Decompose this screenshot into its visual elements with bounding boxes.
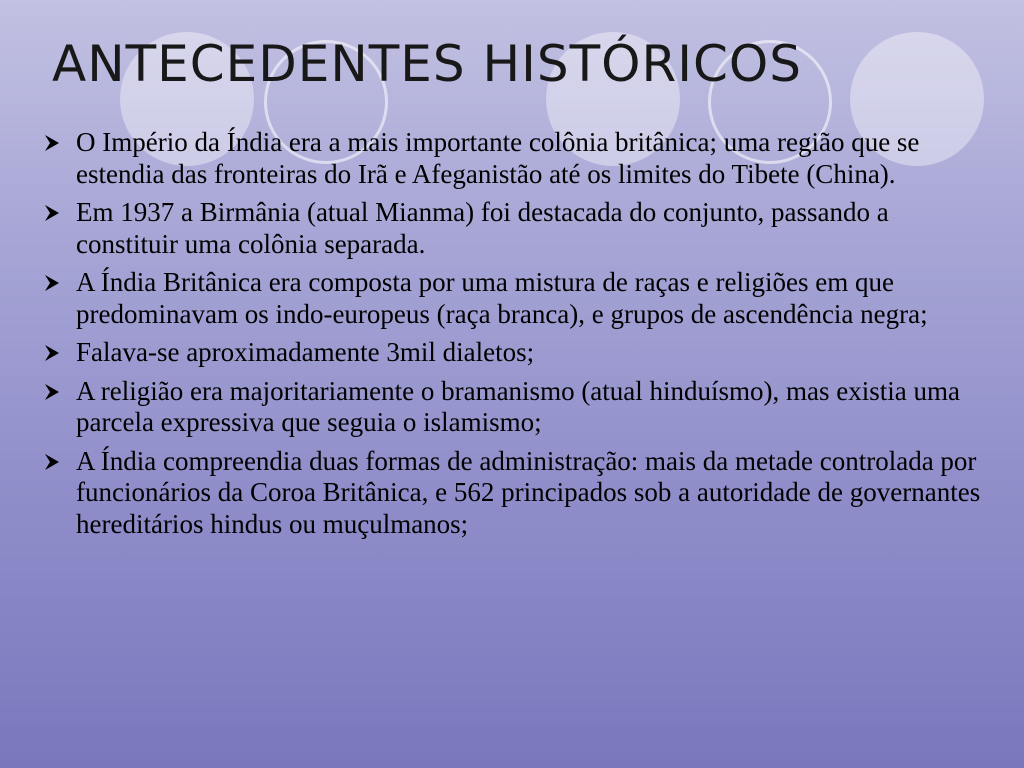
arrow-right-icon xyxy=(42,273,62,293)
arrow-right-icon xyxy=(42,382,62,402)
bullet-item xyxy=(42,127,992,190)
bullet-text: Falava-se aproximadamente 3mil dialetos; xyxy=(76,337,535,367)
arrow-right-icon xyxy=(42,203,62,223)
bullet-item xyxy=(42,446,992,541)
bullet-item xyxy=(42,376,992,439)
bullet-item xyxy=(42,267,992,330)
bullet-list xyxy=(42,127,992,547)
bullet-item xyxy=(42,197,992,260)
bullet-text: O Império da Índia era a mais importante colônia britânica; uma região que se estendia das fronteiras do Irã e Afeganistão até os limites do Tibete (China). xyxy=(76,127,920,189)
bullet-item xyxy=(42,337,992,369)
bullet-text: A Índia Britânica era composta por uma mistura de raças e religiões em que predominavam os indo-europeus (raça branca), e grupos de ascendência negra; xyxy=(76,267,928,329)
slide-title: ANTECEDENTES HISTÓRICOS xyxy=(52,35,802,93)
arrow-right-icon xyxy=(42,452,62,472)
arrow-right-icon xyxy=(42,343,62,363)
bullet-text: A religião era majoritariamente o bramanismo (atual hinduísmo), mas existia uma parcela expressiva que seguia o islamismo; xyxy=(76,375,960,437)
bullet-text: A Índia compreendia duas formas de administração: mais da metade controlada por funcionários da Coroa Britânica, e 562 principados sob a autoridade de governantes hereditários hindus ou muçulmanos; xyxy=(76,445,981,539)
arrow-right-icon xyxy=(42,133,62,153)
bullet-text: Em 1937 a Birmânia (atual Mianma) foi destacada do conjunto, passando a constituir uma colônia separada. xyxy=(76,197,889,259)
